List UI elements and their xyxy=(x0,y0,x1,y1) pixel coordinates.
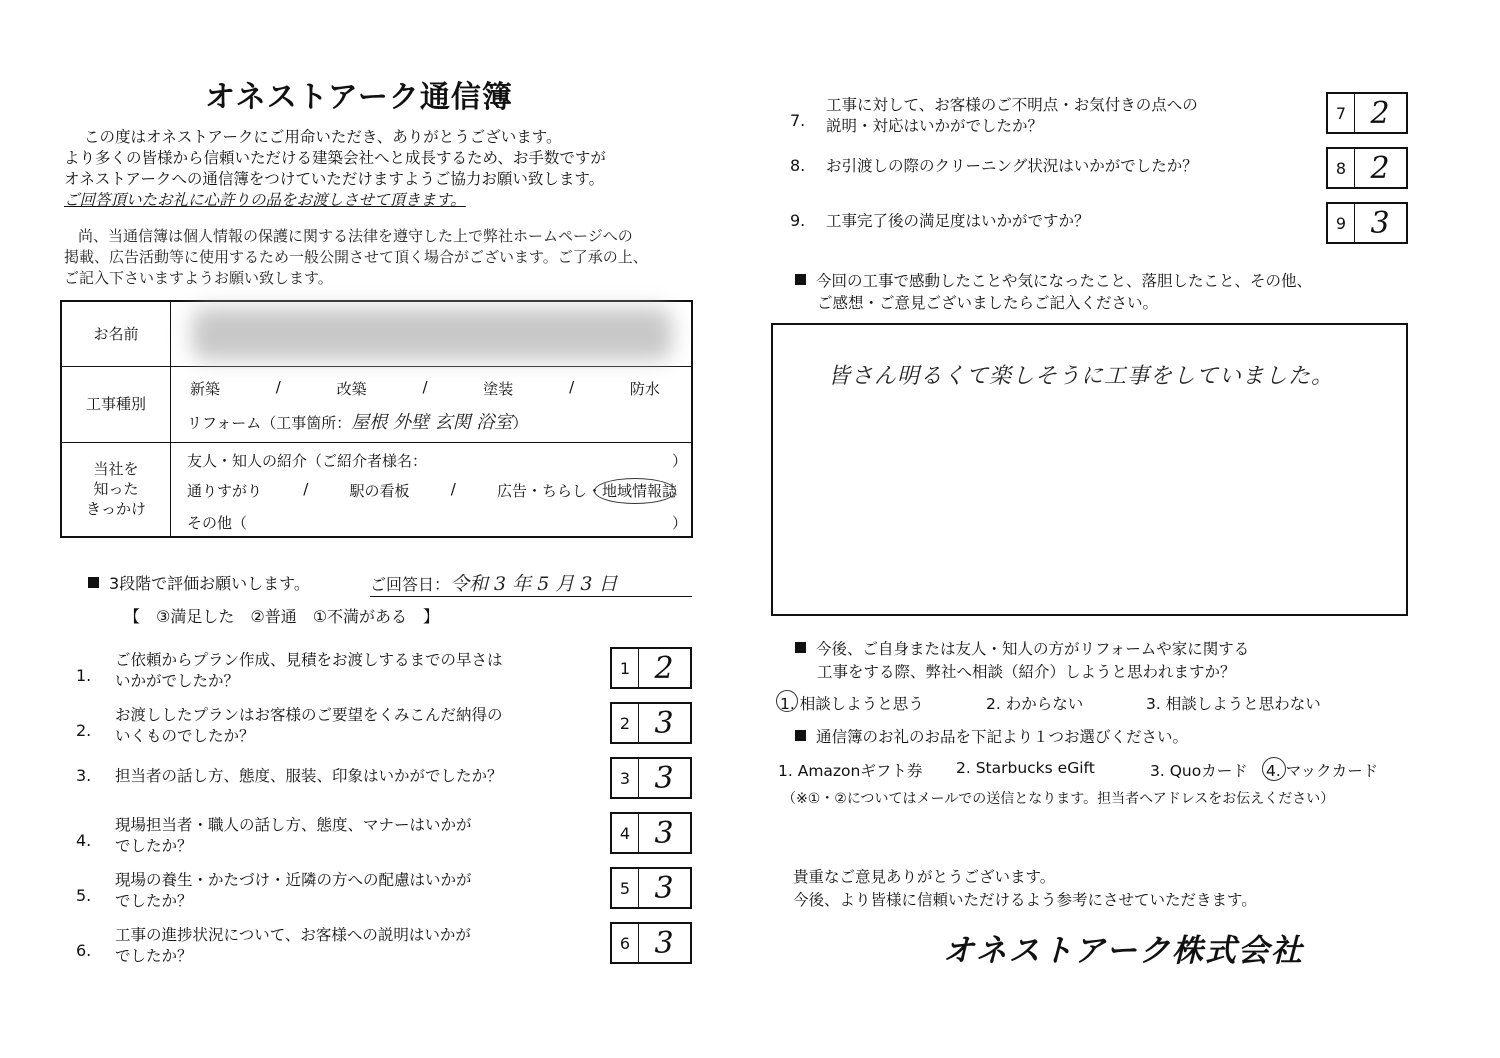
question-number: 6. xyxy=(76,941,92,960)
date-label: ご回答日： xyxy=(370,575,451,594)
gift-note: （※①・②についてはメールでの送信となります。担当者へアドレスをお伝えください） xyxy=(782,791,1335,807)
name-label: お名前 xyxy=(62,302,171,366)
question-text xyxy=(115,705,503,747)
question-line: いくものでしたか？ xyxy=(115,727,255,745)
note-line: 尚、当通信簿は個人情報の保護に関する法律を遵守した上で弊社ホームページへの xyxy=(78,227,633,245)
question-line: 現場担当者・職人の話し方、態度、マナーはいかが xyxy=(115,816,472,834)
score-handwritten: 2 xyxy=(1370,95,1390,131)
intro-gift-line: ご回答頂いたお礼に心許りの品をお渡しさせて頂きます。 xyxy=(64,191,466,209)
intro-line: この度はオネストアークにご用命いただき、ありがとうございます。 xyxy=(84,128,562,146)
reform-close: ） xyxy=(512,414,528,432)
consult-line: 工事をする際、弊社へ相談（紹介）しようと思われますか？ xyxy=(817,663,1236,681)
option-paint: 塗装 xyxy=(483,380,514,398)
comment-prompt-line: ご感想・ご意見ございましたらご記入ください。 xyxy=(817,294,1159,312)
how-label-line: 当社を xyxy=(93,460,139,478)
closing-line: 今後、より皆様に信頼いただけるよう参考にさせていただきます。 xyxy=(793,891,1257,909)
score-box xyxy=(610,757,692,799)
date-value: 令和 3 年 5 月 3 日 xyxy=(450,573,618,595)
score-box-number: 5 xyxy=(612,869,639,907)
question-text xyxy=(115,650,503,692)
question-line: いかがでしたか？ xyxy=(115,672,240,690)
question-line: お渡ししたプランはお客様のご要望をくみこんだ納得の xyxy=(115,706,503,724)
question-number: 1. xyxy=(76,666,92,685)
score-box-number: 9 xyxy=(1328,204,1355,242)
separator: / xyxy=(275,378,281,396)
intro-line: より多くの皆様から信頼いただける建築会社へと成長するため、お手数ですが xyxy=(64,149,606,167)
question-text xyxy=(826,211,1090,232)
gift-option: 1. Amazonギフト券 xyxy=(778,762,923,780)
question-line: 工事完了後の満足度はいかがですか？ xyxy=(826,212,1090,230)
question-text xyxy=(115,815,472,857)
circled-mark xyxy=(594,478,676,504)
separator: / xyxy=(569,378,575,396)
score-handwritten: 3 xyxy=(654,705,674,741)
score-box-number: 7 xyxy=(1328,94,1355,132)
separator: / xyxy=(303,480,309,498)
score-handwritten: 3 xyxy=(1370,205,1390,241)
question-text xyxy=(826,95,1198,137)
score-handwritten: 2 xyxy=(654,650,674,686)
question-line: 現場の養生・かたづけ・近隣の方への配慮はいかが xyxy=(115,871,472,889)
how-label-line: きっかけ xyxy=(85,500,146,518)
option-renovate: 改築 xyxy=(336,380,367,398)
gift-options xyxy=(778,759,1398,781)
question-text xyxy=(826,156,1198,177)
square-bullet-icon xyxy=(795,730,806,741)
option-station-sign: 駅の看板 xyxy=(349,482,410,500)
how-other: その他（ xyxy=(187,514,248,532)
note-line: 掲載、広告活動等に使用するため一般公開させて頂く場合がございます。ご了承の上、 xyxy=(64,248,648,266)
rating-header xyxy=(88,571,310,594)
answer-date xyxy=(370,569,692,597)
closing-text xyxy=(793,866,1257,912)
score-handwritten: 3 xyxy=(654,925,674,961)
score-box xyxy=(610,812,692,854)
how-referral: 友人・知人の紹介（ご紹介者様名： xyxy=(187,452,428,470)
question-line: でしたか？ xyxy=(115,892,193,910)
note-line: ご記入下さいますようお願い致します。 xyxy=(64,269,333,287)
rating-header-text: 3段階で評価お願いします。 xyxy=(109,574,310,593)
comment-prompt-line: 今回の工事で感動したことや気になったこと、落胆したこと、その他、 xyxy=(816,272,1313,290)
score-box-number: 2 xyxy=(612,704,639,742)
option-passing: 通りすがり xyxy=(187,482,263,500)
question-number: 2. xyxy=(76,721,92,740)
privacy-note xyxy=(64,226,704,289)
score-box xyxy=(610,702,692,744)
consult-option: 3. 相談しようと思わない xyxy=(1146,695,1321,713)
reform-label: リフォーム（工事箇所： xyxy=(187,414,352,432)
score-handwritten: 2 xyxy=(1370,150,1390,186)
gift-header-text: 通信簿のお礼のお品を下記より１つお選びください。 xyxy=(816,728,1189,746)
question-number: 4. xyxy=(76,831,92,850)
reform-line xyxy=(187,408,527,434)
question-line: 説明・対応はいかがでしたか？ xyxy=(826,117,1044,135)
consult-option: 2. わからない xyxy=(986,695,1084,713)
redacted-name xyxy=(192,308,672,360)
score-handwritten: 3 xyxy=(654,760,674,796)
gift-header xyxy=(795,725,1188,747)
question-text xyxy=(115,870,472,912)
gift-option: 4. マックカード xyxy=(1266,762,1379,780)
customer-info-table xyxy=(60,300,693,538)
intro-text xyxy=(64,127,704,211)
consult-line: 今後、ご自身または友人・知人の方がリフォームや家に関する xyxy=(816,640,1250,658)
score-box-number: 1 xyxy=(612,649,639,687)
score-box-number: 6 xyxy=(612,924,639,962)
how-label-line: 知った xyxy=(93,480,139,498)
how-referral-close: ） xyxy=(672,452,688,470)
rating-scale: 【 ③満足した ②普通 ①不満がある 】 xyxy=(124,607,440,626)
how-other-close: ） xyxy=(672,514,688,532)
score-box xyxy=(1326,92,1408,134)
square-bullet-icon xyxy=(795,274,806,285)
comment-handwritten: 皆さん明るくて楽しそうに工事をしていました。 xyxy=(828,364,1335,389)
score-handwritten: 3 xyxy=(654,870,674,906)
name-row xyxy=(62,302,691,367)
question-line: でしたか？ xyxy=(115,947,193,965)
gift-option: 3. Quoカード xyxy=(1150,762,1248,780)
score-box-number: 8 xyxy=(1328,149,1355,187)
consult-question xyxy=(795,638,1249,684)
score-box xyxy=(1326,147,1408,189)
separator: / xyxy=(450,480,456,498)
question-line: 担当者の話し方、態度、服装、印象はいかがでしたか？ xyxy=(115,767,503,785)
question-line: 工事の進捗状況について、お客様への説明はいかが xyxy=(115,926,471,944)
score-box xyxy=(1326,202,1408,244)
consult-option: 1. 相談しようと思う xyxy=(780,695,924,713)
closing-line: 貴重なご意見ありがとうございます。 xyxy=(793,868,1056,886)
company-logo: オネストアーク株式会社 xyxy=(943,933,1304,969)
question-text xyxy=(115,766,503,787)
type-row xyxy=(62,366,691,443)
question-line: ご依頼からプラン作成、見積をお渡しするまでの早さは xyxy=(115,651,503,669)
separator: / xyxy=(422,378,428,396)
score-box xyxy=(610,922,692,964)
question-number: 3. xyxy=(76,766,92,785)
intro-line: オネストアークへの通信簿をつけていただけますようご協力お願い致します。 xyxy=(64,170,605,188)
how-label xyxy=(62,442,171,536)
square-bullet-icon xyxy=(88,577,99,588)
reform-handwritten: 屋根 外壁 玄関 浴室 xyxy=(351,412,513,433)
how-row xyxy=(62,442,691,536)
type-options xyxy=(190,378,660,399)
selected-circle-icon xyxy=(1262,757,1286,781)
question-number: 5. xyxy=(76,886,92,905)
question-number: 8. xyxy=(790,156,806,175)
score-box-number: 4 xyxy=(612,814,639,852)
question-number: 7. xyxy=(790,111,806,130)
comment-prompt xyxy=(795,270,1312,314)
question-number: 9. xyxy=(790,211,806,230)
score-box xyxy=(610,647,692,689)
question-line: お引渡しの際のクリーニング状況はいかがでしたか？ xyxy=(826,157,1198,175)
score-handwritten: 3 xyxy=(654,815,674,851)
option-ads: 広告・ちらし・地域情報誌 xyxy=(496,482,677,500)
question-line: でしたか？ xyxy=(115,837,193,855)
question-text xyxy=(115,925,471,967)
comment-box xyxy=(771,323,1408,616)
question-line: 工事に対して、お客様のご不明点・お気付きの点への xyxy=(826,96,1198,114)
page-title: オネストアーク通信簿 xyxy=(205,80,513,115)
option-waterproof: 防水 xyxy=(629,380,660,398)
score-box-number: 3 xyxy=(612,759,639,797)
score-box xyxy=(610,867,692,909)
type-label: 工事種別 xyxy=(62,366,171,442)
option-new: 新築 xyxy=(190,380,221,398)
square-bullet-icon xyxy=(795,642,806,653)
gift-option: 2. Starbucks eGift xyxy=(956,759,1095,777)
